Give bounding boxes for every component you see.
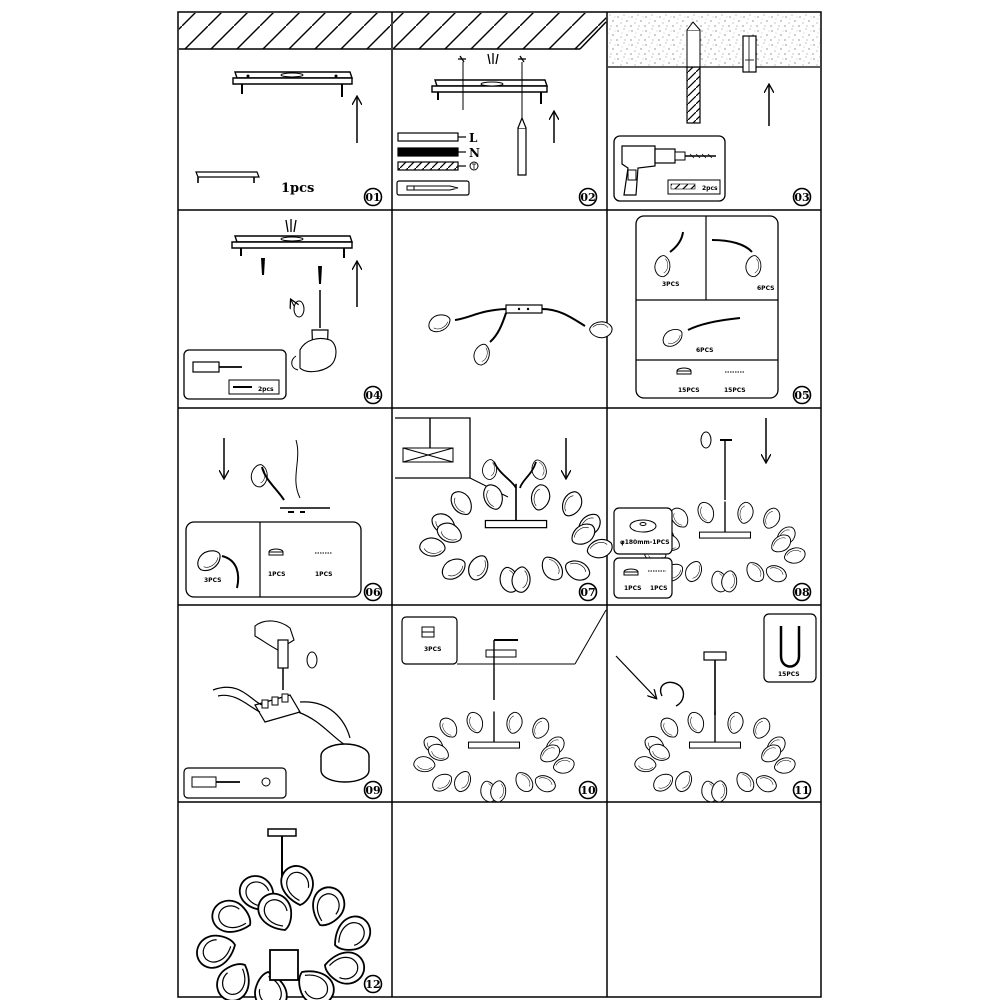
step-01-panel <box>179 13 391 206</box>
step-number-12: 12 <box>365 978 381 991</box>
wire-symbol <box>286 219 296 232</box>
ceiling-hatch <box>393 13 606 49</box>
screw-cap-icon <box>677 368 691 374</box>
cap-icon <box>269 549 283 555</box>
screw-qty: 1PCS <box>650 585 668 592</box>
wall-plug <box>743 36 756 72</box>
screw-icon <box>261 258 322 284</box>
bracket-small <box>196 172 259 183</box>
step-02-panel <box>393 13 606 206</box>
screwdriver-box <box>184 350 286 399</box>
parts-box <box>402 617 457 664</box>
step-06-panel <box>186 438 382 601</box>
ceiling-hatch <box>179 13 391 49</box>
step-05-arms-panel <box>426 305 612 367</box>
arm-qty: 3PCS <box>204 577 222 584</box>
screw-qty: 2pcs <box>258 386 274 393</box>
pencil-tool-box <box>397 181 469 195</box>
terminal-block <box>255 694 300 722</box>
step-number-02: 02 <box>580 191 596 204</box>
screwdriver-hand <box>291 290 336 372</box>
label-L: L <box>469 131 478 145</box>
pencil-icon <box>518 62 526 175</box>
screw-qty: 1PCS <box>315 571 333 578</box>
mounting-bracket <box>233 72 352 97</box>
step-number-03: 03 <box>794 191 810 204</box>
step-number-09: 09 <box>365 784 381 797</box>
step-08-panel <box>614 418 811 601</box>
canopy-size: φ180mm-1PCS <box>620 539 670 546</box>
step-04-panel <box>184 219 382 404</box>
step-number-05: 05 <box>794 389 810 402</box>
cap-qty: 1PCS <box>624 585 642 592</box>
wire-neutral <box>398 148 466 156</box>
drill-hole <box>687 22 700 123</box>
parts-box <box>614 558 672 598</box>
wire-symbol <box>458 53 526 64</box>
cap-qty: 15PCS <box>678 387 700 394</box>
mounting-bracket <box>432 62 547 110</box>
arm-type-c-qty: 6PCS <box>696 347 714 354</box>
drill-box <box>614 136 725 201</box>
hand-screwdriver <box>255 621 317 690</box>
ceiling-concrete <box>608 13 820 67</box>
final-chandelier <box>195 862 372 1000</box>
quantity-label: 1pcs <box>281 181 315 196</box>
screw-qty: 15PCS <box>724 387 746 394</box>
step-11-panel <box>616 614 816 803</box>
junction-box <box>506 305 542 313</box>
step-number-10: 10 <box>580 784 596 797</box>
connector-qty: 3PCS <box>424 646 442 653</box>
hook-qty: 15PCS <box>778 671 800 678</box>
step-09-panel <box>184 621 382 799</box>
plug-qty: 2pcs <box>702 185 718 192</box>
cap-qty: 1PCS <box>268 571 286 578</box>
step-05-panel <box>636 216 811 404</box>
parts-box <box>636 216 778 398</box>
arm-type-b-qty: 6PCS <box>757 285 775 292</box>
arm-type-a-qty: 3PCS <box>662 281 680 288</box>
step-number-01: 01 <box>365 191 381 204</box>
wire-ground <box>398 162 478 170</box>
canopy-icon <box>321 744 369 782</box>
step-03-panel <box>608 13 820 206</box>
step-number-07: 07 <box>580 586 596 599</box>
step-number-06: 06 <box>365 586 381 599</box>
label-N: N <box>469 146 480 160</box>
mounting-bracket <box>232 236 352 258</box>
step-12-panel <box>195 829 382 1000</box>
step-number-08: 08 <box>794 586 810 599</box>
step-number-04: 04 <box>365 389 381 402</box>
wire-live <box>398 133 466 141</box>
step-07-panel <box>395 418 614 601</box>
step-number-11: 11 <box>794 784 810 797</box>
step-10-panel <box>402 610 606 803</box>
